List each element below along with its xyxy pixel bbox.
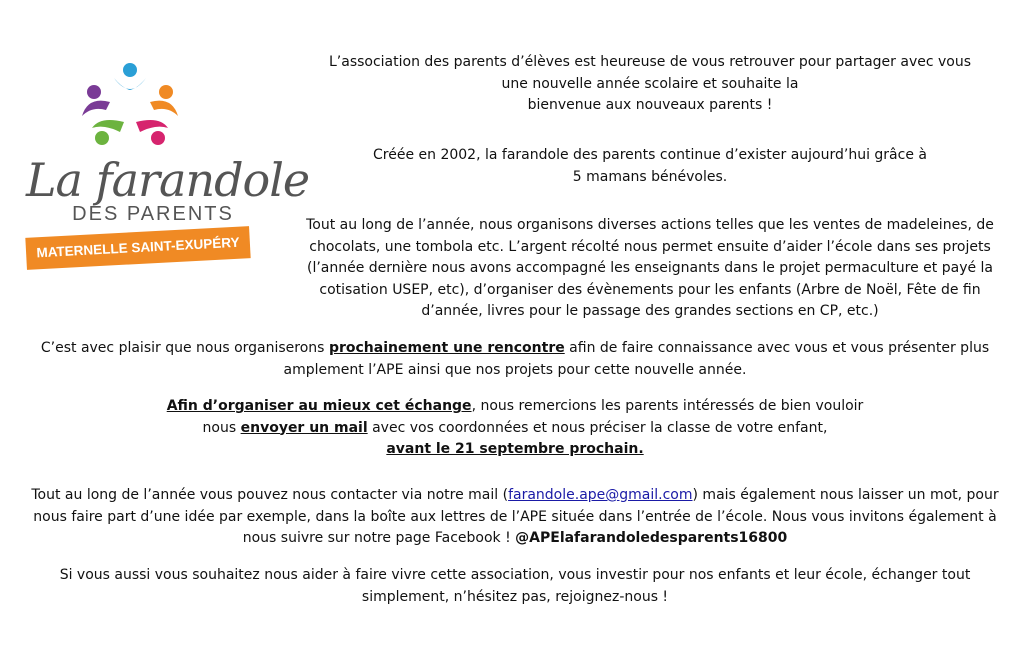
contact-line xyxy=(10,485,1020,507)
history-line: 5 mamans bénévoles. xyxy=(572,168,728,185)
closing-line: simplement, n’hésitez pas, rejoignez-nous ! xyxy=(361,588,669,605)
history-line: Créée en 2002, la farandole des parents continue d’exister aujourd’hui grâce à xyxy=(373,147,927,163)
history-paragraph xyxy=(300,145,1000,188)
actions-line: cotisation USEP, etc), d’organiser des évènements pour les enfants (Arbre de Noël, Fête de fin xyxy=(319,281,981,298)
contact-paragraph xyxy=(10,485,1020,550)
meeting-line: amplement l’APE ainsi que nos projets pour cette nouvelle année. xyxy=(283,361,747,378)
actions-line: (l’année dernière nous avons accompagné les enseignants dans le projet permaculture et payé la xyxy=(306,260,994,276)
logo-banner: MATERNELLE SAINT-EXUPÉRY xyxy=(25,226,250,270)
contact-line xyxy=(10,528,1020,550)
contact-suffix: ) mais également nous laisser un mot, pour xyxy=(692,487,999,503)
meeting-emphasis: prochainement une rencontre xyxy=(328,340,565,356)
logo xyxy=(22,58,310,273)
meeting-paragraph xyxy=(20,338,1010,381)
actions-line: chocolats, une tombola etc. L’argent récolté nous permet ensuite d’aider l’école dans ses projets xyxy=(309,238,991,255)
exchange-line xyxy=(20,418,1010,440)
contact-prefix: Tout au long de l’année vous pouvez nous contacter via notre mail ( xyxy=(31,487,509,503)
closing-line: Si vous aussi vous souhaitez nous aider à faire vivre cette association, vous investir pour nos enfants et leur école, échanger tout xyxy=(59,567,971,583)
logo-subtitle: DES PARENTS xyxy=(72,203,234,225)
exchange-text: avec vos coordonnées et nous préciser la classe de votre enfant, xyxy=(367,419,828,436)
actions-line: Tout au long de l’année, nous organisons diverses actions telles que les ventes de madeleines, de xyxy=(306,217,994,233)
contact-line: nous faire part d’une idée par exemple, dans la boîte aux lettres de l’APE située dans l’entrée de l’école. Nous vous invitons également à xyxy=(33,508,997,525)
intro-line: une nouvelle année scolaire et souhaite la xyxy=(501,75,799,92)
facebook-handle: @APElafarandoledesparents16800 xyxy=(515,530,788,546)
intro-line: L’association des parents d’élèves est heureuse de vous retrouver pour partager avec vous xyxy=(328,54,972,70)
exchange-text: , nous remercions les parents intéressés de bien vouloir xyxy=(471,398,864,414)
exchange-line xyxy=(20,396,1010,418)
exchange-prefix: nous xyxy=(202,419,241,436)
actions-line: d’année, livres pour le passage des grandes sections en CP, etc.) xyxy=(421,303,879,319)
email-link[interactable]: farandole.ape@gmail.com xyxy=(508,487,693,503)
actions-paragraph xyxy=(300,215,1000,323)
dancers-icon xyxy=(22,58,257,158)
exchange-emphasis: Afin d’organiser au mieux cet échange xyxy=(166,398,472,414)
exchange-paragraph xyxy=(20,396,1010,461)
deadline: avant le 21 septembre prochain. xyxy=(386,441,644,457)
logo-script-text: La farandole xyxy=(26,153,310,207)
closing-paragraph xyxy=(10,565,1020,608)
meeting-line xyxy=(20,338,1010,360)
meeting-prefix: C’est avec plaisir que nous organiserons xyxy=(40,340,329,356)
exchange-mail-emphasis: envoyer un mail xyxy=(240,419,368,436)
contact-prefix: nous suivre sur notre page Facebook ! xyxy=(242,530,516,546)
intro-paragraph xyxy=(300,52,1000,117)
meeting-suffix: afin de faire connaissance avec vous et vous présenter plus xyxy=(564,340,990,356)
intro-line: bienvenue aux nouveaux parents ! xyxy=(527,97,773,113)
